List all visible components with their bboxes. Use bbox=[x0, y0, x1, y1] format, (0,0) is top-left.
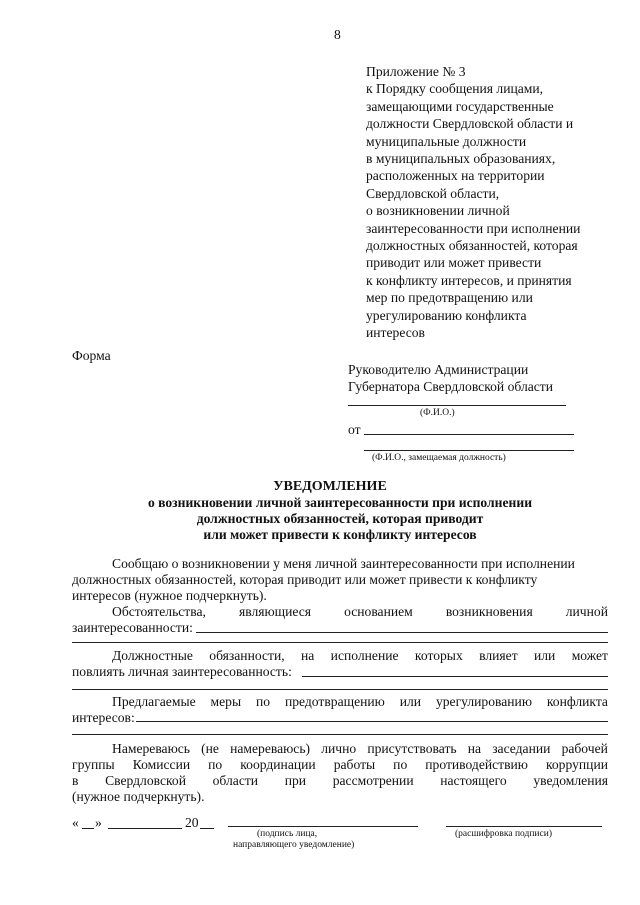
duties-field-line-2[interactable] bbox=[72, 689, 608, 690]
p4-line-2: интересов: bbox=[72, 710, 135, 725]
date-month-line[interactable] bbox=[108, 828, 182, 829]
p2-line-1 bbox=[112, 603, 608, 620]
p4-line-1-word: конфликта bbox=[546, 694, 608, 709]
date-day-line[interactable] bbox=[82, 828, 94, 829]
p5-line-2-word: коррупции bbox=[545, 757, 608, 772]
circumstances-field-line[interactable] bbox=[196, 632, 608, 633]
appendix-line: урегулированию конфликта bbox=[366, 307, 527, 323]
p4-line-1-word: Предлагаемые bbox=[112, 694, 196, 709]
p5-line-2-word: группы bbox=[72, 757, 115, 772]
p5-line-3-word: области bbox=[212, 773, 259, 788]
p3-line-1-word: на bbox=[301, 648, 315, 663]
fio-caption: (Ф.И.О.) bbox=[420, 408, 455, 418]
p5-line-1-word: на bbox=[467, 741, 482, 756]
appendix-line: о возникновении личной bbox=[366, 203, 510, 219]
p3-line-1-word: Должностные bbox=[112, 648, 193, 663]
date-open-quote: « bbox=[72, 815, 79, 830]
date-close-quote: » bbox=[95, 815, 102, 830]
date-year-line[interactable] bbox=[200, 828, 214, 829]
p4-line-1 bbox=[112, 693, 608, 710]
p2-line-1-word: Обстоятельства, bbox=[112, 604, 206, 619]
p5-line-1-word: заседании bbox=[492, 741, 551, 756]
addressee-line-2: Губернатора Свердловской области bbox=[348, 379, 554, 394]
appendix-line: приводит или может привести bbox=[366, 255, 542, 271]
appendix-line: заинтересованности при исполнении bbox=[366, 220, 581, 236]
p2-line-2: заинтересованности: bbox=[72, 620, 193, 635]
p5-line-2-word: Комиссии bbox=[132, 757, 191, 772]
p3-line-1 bbox=[112, 647, 608, 664]
appendix-line: Приложение № 3 bbox=[366, 64, 466, 79]
p5-line-1-word: Намереваюсь bbox=[112, 741, 190, 756]
notice-subtitle-2: должностных обязанностей, которая приводит bbox=[196, 511, 484, 526]
p2-line-1-word: возникновения bbox=[445, 604, 533, 619]
appendix-line: должности Свердловской области и bbox=[366, 116, 574, 132]
p5-line-2-word: работы bbox=[333, 757, 376, 772]
measures-field-line-2[interactable] bbox=[72, 734, 608, 735]
signature-decode-line[interactable] bbox=[446, 826, 602, 827]
p5-line-1-word: присутствовать bbox=[367, 741, 457, 756]
p5-line-3-word: Свердловской bbox=[105, 773, 186, 788]
appendix-line: в муниципальных образованиях, bbox=[366, 151, 556, 166]
p2-line-1-word: личной bbox=[565, 604, 608, 619]
appendix-line: к Порядку сообщения лицами, bbox=[366, 81, 544, 97]
p5-line-1-word: (не bbox=[201, 741, 219, 756]
appendix-line: должностных обязанностей, которая bbox=[366, 238, 578, 253]
p5-line-1 bbox=[112, 740, 608, 757]
p3-line-1-word: влияет bbox=[479, 648, 518, 663]
from-label: от bbox=[348, 422, 361, 437]
p5-line-3-word: рассмотрении bbox=[332, 773, 414, 788]
appendix-line: расположенных на территории bbox=[366, 168, 545, 184]
p4-line-1-word: или bbox=[399, 694, 422, 709]
signature-caption-1: (подпись лица, bbox=[257, 829, 318, 839]
signature-line[interactable] bbox=[228, 826, 418, 827]
p1-line-2: должностных обязанностей, которая приводит или может привести к конфликту bbox=[72, 572, 538, 587]
p5-line-3-word: настоящего bbox=[440, 773, 507, 788]
p4-line-1-word: предотвращению bbox=[284, 694, 385, 709]
form-label: Форма bbox=[72, 348, 111, 363]
duties-field-line[interactable] bbox=[302, 676, 608, 677]
notice-subtitle-1: о возникновении личной заинтересованности при исполнении bbox=[147, 495, 533, 510]
p4-line-1-word: меры bbox=[210, 694, 242, 709]
p5-line-1-word: лично bbox=[321, 741, 357, 756]
p5-line-2-word: по bbox=[393, 757, 408, 772]
p3-line-1-word: может bbox=[571, 648, 608, 663]
p1-line-1: Сообщаю о возникновении у меня личной заинтересованности при исполнении bbox=[112, 556, 575, 571]
p1-line-3: интересов (нужное подчеркнуть). bbox=[72, 588, 267, 603]
from-line-2 bbox=[364, 450, 574, 451]
p5-line-4: (нужное подчеркнуть). bbox=[72, 789, 205, 804]
p5-line-2 bbox=[72, 756, 608, 773]
p5-line-3 bbox=[72, 772, 608, 789]
circumstances-field-line-2[interactable] bbox=[72, 642, 608, 643]
fio-position-caption: (Ф.И.О., замещаемая должность) bbox=[372, 453, 506, 463]
p3-line-2: повлиять личная заинтересованность: bbox=[72, 664, 292, 679]
appendix-line: интересов bbox=[366, 325, 425, 340]
appendix-line: замещающими государственные bbox=[366, 98, 554, 114]
p5-line-1-word: намереваюсь) bbox=[230, 741, 311, 756]
appendix-line: муниципальные должности bbox=[366, 133, 527, 149]
signature-decode-caption: (расшифровка подписи) bbox=[455, 829, 552, 839]
p4-line-1-word: по bbox=[255, 694, 271, 709]
notice-subtitle-3: или может привести к конфликту интересов bbox=[203, 527, 477, 542]
p5-line-2-word: координации bbox=[240, 757, 316, 772]
p3-line-1-word: или bbox=[534, 648, 556, 663]
p5-line-3-word: уведомления bbox=[533, 773, 608, 788]
p2-line-1-word: основанием bbox=[344, 604, 413, 619]
from-line bbox=[364, 434, 574, 435]
p5-line-2-word: по bbox=[208, 757, 223, 772]
measures-field-line[interactable] bbox=[136, 721, 608, 722]
p5-line-3-word: в bbox=[72, 773, 79, 788]
p5-line-2-word: противодействию bbox=[425, 757, 528, 772]
p3-line-1-word: которых bbox=[414, 648, 463, 663]
p3-line-1-word: обязанности, bbox=[209, 648, 285, 663]
signature-caption-2: направляющего уведомление) bbox=[233, 840, 355, 850]
appendix-line: Свердловской области, bbox=[366, 185, 500, 201]
appendix-line: мер по предотвращению или bbox=[366, 290, 533, 306]
p5-line-3-word: при bbox=[284, 773, 307, 788]
p4-line-1-word: урегулированию bbox=[435, 694, 532, 709]
year-prefix: 20 bbox=[185, 815, 199, 830]
addressee-line-1: Руководителю Администрации bbox=[348, 362, 529, 377]
appendix-line: к конфликту интересов, и принятия bbox=[366, 272, 572, 288]
p2-line-1-word: являющиеся bbox=[238, 604, 312, 619]
page-number: 8 bbox=[334, 27, 341, 42]
p5-line-1-word: рабочей bbox=[561, 741, 608, 756]
p3-line-1-word: исполнение bbox=[330, 648, 399, 663]
fio-line bbox=[348, 405, 566, 406]
notice-title: УВЕДОМЛЕНИЕ bbox=[273, 479, 387, 494]
